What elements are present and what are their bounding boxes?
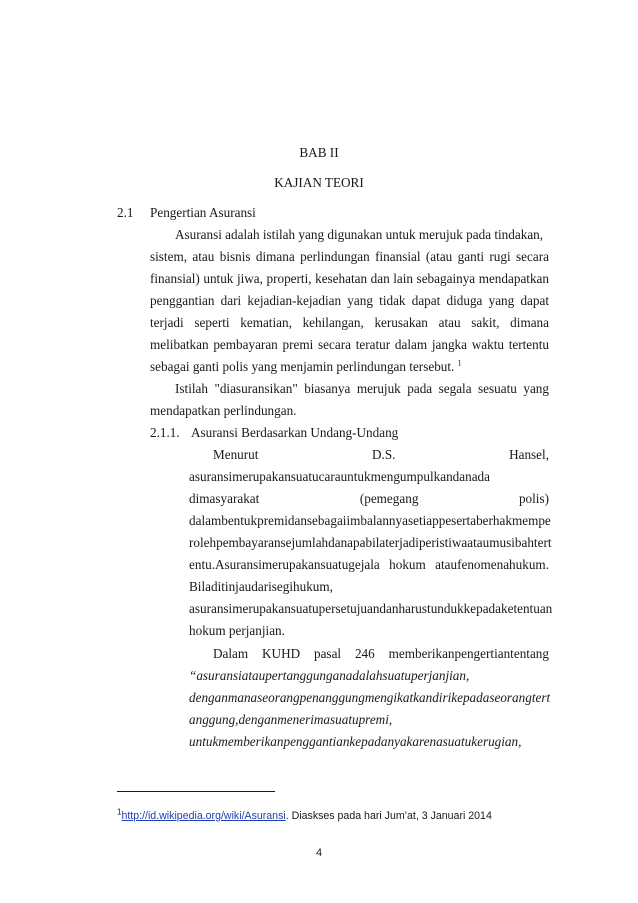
subsection-title: Asuransi Berdasarkan Undang-Undang — [191, 425, 399, 440]
section-title: Pengertian Asuransi — [150, 205, 256, 220]
paragraph-line — [150, 359, 462, 375]
paragraph-line: mendapatkan perlindungan. — [150, 403, 297, 418]
paragraph-line: terjadi seperti kematian, kehilangan, kerusakan atau sakit, dimana — [150, 315, 549, 330]
paragraph-line: rolehpembayaransejumlahdanapabilaterjadiperistiwaataumusibahtert — [189, 535, 552, 550]
paragraph-line: sistem, atau bisnis dimana perlindungan finansial (atau ganti rugi secara — [150, 249, 549, 264]
paragraph-line: penggantian dari kejadian-kejadian yang tidak dapat diduga yang dapat — [150, 293, 549, 308]
page-number: 4 — [315, 847, 323, 859]
paragraph-line-text: sebagai ganti polis yang menjamin perlindungan tersebut. — [150, 359, 455, 374]
quote-line: denganmanaseorangpenanggungmengikatkandirikepadaseorangtert — [189, 690, 551, 705]
footnote-text: . Diaskses pada hari Jum’at, 3 Januari 2014 — [285, 809, 492, 822]
paragraph-line: melibatkan pembayaran premi secara teratur dalam jangka waktu tertentu — [150, 337, 549, 352]
footnote-mark: 1 — [117, 807, 122, 817]
paragraph-line: hokum perjanjian. — [189, 623, 285, 638]
paragraph-line: asuransimerupakansuatucarauntukmengumpulkandanada — [189, 469, 491, 484]
quote-line: “asuransiataupertanggunganadalahsuatuperjanjian, — [189, 668, 470, 683]
chapter-title: KAJIAN TEORI — [274, 175, 364, 190]
footnote — [117, 809, 492, 823]
section-number: 2.1 — [117, 205, 134, 220]
paragraph-line: asuransimerupakansuatupersetujuandanharustundukkepadaketentuan — [189, 601, 553, 616]
paragraph-line: entu.Asuransimerupakansuatugejala hokum ataufenomenahukum. — [189, 557, 549, 572]
paragraph-line: Dalam KUHD pasal 246 memberikanpengertiantentang — [213, 646, 549, 661]
paragraph-line: Biladitinjaudarisegihukum, — [189, 579, 333, 594]
footnote-link[interactable]: http://id.wikipedia.org/wiki/Asuransi — [121, 809, 286, 822]
paragraph-line: Menurut D.S. Hansel, — [213, 447, 549, 462]
footnote-divider — [117, 791, 275, 792]
paragraph-line: finansial) untuk jiwa, properti, kesehatan dan lain sebagainya mendapatkan — [150, 271, 549, 286]
paragraph-line: Asuransi adalah istilah yang digunakan untuk merujuk pada tindakan, — [175, 227, 544, 242]
quote-line: anggung,denganmenerimasuatupremi, — [189, 712, 393, 727]
paragraph-line: Istilah "diasuransikan" biasanya merujuk pada segala sesuatu yang — [175, 381, 549, 396]
subsection-number: 2.1.1. — [150, 425, 180, 440]
paragraph-line: dimasyarakat (pemegang polis) — [189, 491, 549, 506]
paragraph-line: dalambentukpremidansebagaiimbalannyasetiappesertaberhakmempe — [189, 513, 551, 528]
footnote-reference: 1 — [457, 358, 462, 368]
chapter-label: BAB II — [299, 145, 339, 160]
quote-line: untukmemberikanpenggantiankepadanyakarenasuatukerugian, — [189, 734, 522, 749]
